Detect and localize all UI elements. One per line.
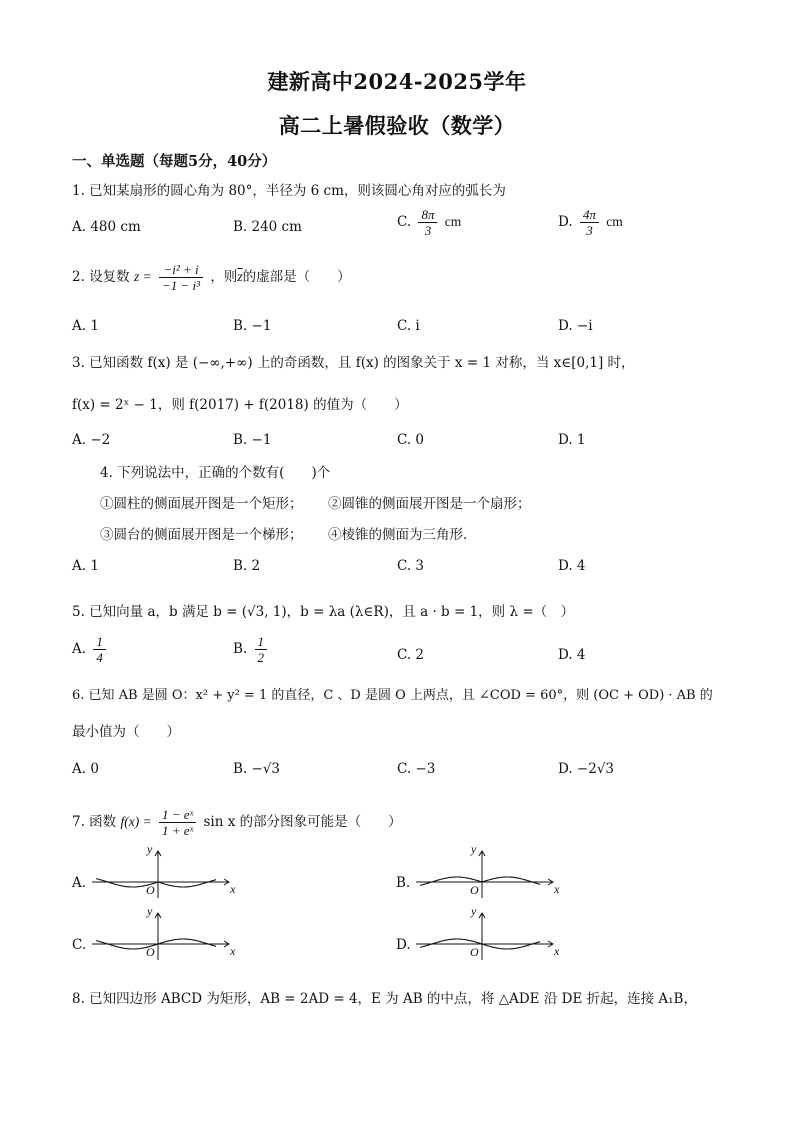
- q2-option-a: A. 1: [72, 318, 99, 334]
- q1-d-fraction: $\frac{4\pi}{3}$: [580, 207, 599, 238]
- section-heading: 一、单选题（每题5分，40分）: [72, 153, 277, 170]
- question-3-line1: 3. 已知函数 f(x) 是 (−∞,+∞) 上的奇函数，且 f(x) 的图象关于 x = 1 对称，当 x∈[0,1] 时，: [72, 355, 635, 371]
- q7-graph-d: [412, 906, 562, 962]
- q5-option-a: A. $\frac{1}{4}$: [72, 634, 109, 665]
- curve-b: [420, 877, 540, 885]
- q7-option-a-label: A.: [72, 875, 87, 891]
- q7-graph-a: [88, 844, 238, 900]
- q3-option-c: C. 0: [397, 432, 425, 448]
- q2-fraction: $\frac{\text{−i² + i}}{\text{−1 − i³}}$: [159, 262, 203, 293]
- q1-option-c: C. $\frac{8\pi}{3}$ cm: [397, 207, 462, 238]
- q7-graph-b: [412, 844, 562, 900]
- axis-x-label: x: [230, 944, 236, 958]
- q3-option-d: D. 1: [558, 432, 586, 448]
- q5-a-fraction: $\frac{1}{4}$: [93, 634, 106, 665]
- question-4-stem: 4. 下列说法中，正确的个数有( )个: [100, 465, 331, 481]
- q4-statement-4: ④棱锥的侧面为三角形．: [328, 527, 477, 543]
- question-8-stem: 8. 已知四边形 ABCD 为矩形，AB = 2AD = 4，E 为 AB 的中点，将 △ADE 沿 DE 折起，连接 A₁B，: [72, 991, 697, 1007]
- question-6-line2: 最小值为（ ）: [72, 724, 180, 740]
- q4-option-d: D. 4: [558, 558, 586, 574]
- axis-y-label: y: [147, 906, 153, 918]
- q6-option-b: B. −√3: [233, 761, 281, 777]
- q7-option-b-label: B.: [396, 875, 411, 891]
- q4-statement-2: ②圆锥的侧面展开图是一个扇形；: [328, 496, 531, 512]
- q5-option-b: B. $\frac{1}{2}$: [233, 634, 270, 665]
- question-2-stem: 2. 设复数 z = $\frac{\text{−i² + i}}{\text{−1 − i³}}$ ，则$\overline{z}$的虚部是（ ）: [72, 262, 351, 293]
- q4-statement-3: ③圆台的侧面展开图是一个梯形；: [100, 527, 303, 543]
- axis-y-label: y: [471, 906, 477, 918]
- origin-label: O: [470, 945, 479, 959]
- q2-option-b: B. −1: [233, 318, 272, 334]
- q1-option-b: B. 240 cm: [233, 219, 302, 235]
- question-6-line1: 6. 已知 AB 是圆 O：x² + y² = 1 的直径，C 、D 是圆 O 上两点，且 ∠COD = 60°，则 (OC + OD) · AB 的: [72, 688, 713, 703]
- q1-option-d: D. $\frac{4\pi}{3}$ cm: [558, 207, 623, 238]
- origin-label: O: [470, 883, 479, 897]
- q6-option-c: C. −3: [397, 761, 436, 777]
- q5-option-d: D. 4: [558, 647, 586, 663]
- q7-option-d-label: D.: [396, 937, 411, 953]
- q5-option-c: C. 2: [397, 647, 425, 663]
- q7-option-c-label: C.: [72, 937, 87, 953]
- q7-graph-c: [88, 906, 238, 962]
- q1-option-a: A. 480 cm: [72, 219, 141, 235]
- axis-x-label: x: [554, 882, 560, 896]
- q6-option-d: D. −2√3: [558, 761, 615, 777]
- q4-option-b: B. 2: [233, 558, 261, 574]
- q2-option-d: D. −i: [558, 318, 593, 334]
- q6-option-a: A. 0: [72, 761, 99, 777]
- q3-option-a: A. −2: [72, 432, 111, 448]
- q5-b-fraction: $\frac{1}{2}$: [255, 634, 268, 665]
- z-conjugate: $\overline{z}$: [237, 269, 243, 284]
- axis-y-label: y: [471, 844, 477, 856]
- q3-option-b: B. −1: [233, 432, 272, 448]
- page-title: 建新高中2024-2025学年: [267, 69, 527, 94]
- page-subtitle: 高二上暑假验收（数学）: [278, 113, 516, 138]
- q4-option-c: C. 3: [397, 558, 425, 574]
- question-1-stem: 1. 已知某扇形的圆心角为 80°，半径为 6 cm，则该圆心角对应的弧长为: [72, 183, 506, 199]
- origin-label: O: [146, 945, 155, 959]
- curve-a: [96, 879, 216, 887]
- question-3-line2: f(x) = 2ˣ − 1，则 f(2017) + f(2018) 的值为（ ）: [72, 397, 408, 413]
- question-5-stem: 5. 已知向量 a，b 满足 b = (√3, 1)，b = λa (λ∈R)，且 a · b = 1，则 λ =（ ）: [72, 604, 575, 620]
- q4-option-a: A. 1: [72, 558, 99, 574]
- question-7-stem: 7. 函数 f(x) = $\frac{\text{1 − eˣ}}{\text{1 + eˣ}}$ sin x 的部分图象可能是（ ）: [72, 807, 402, 838]
- origin-label: O: [146, 883, 155, 897]
- axis-y-label: y: [147, 844, 153, 856]
- axis-x-label: x: [554, 944, 560, 958]
- q7-fraction: $\frac{\text{1 − eˣ}}{\text{1 + eˣ}}$: [159, 807, 196, 838]
- q4-statement-1: ①圆柱的侧面展开图是一个矩形；: [100, 496, 303, 512]
- q1-c-fraction: $\frac{8\pi}{3}$: [418, 207, 437, 238]
- q2-option-c: C. i: [397, 318, 420, 334]
- axis-x-label: x: [230, 882, 236, 896]
